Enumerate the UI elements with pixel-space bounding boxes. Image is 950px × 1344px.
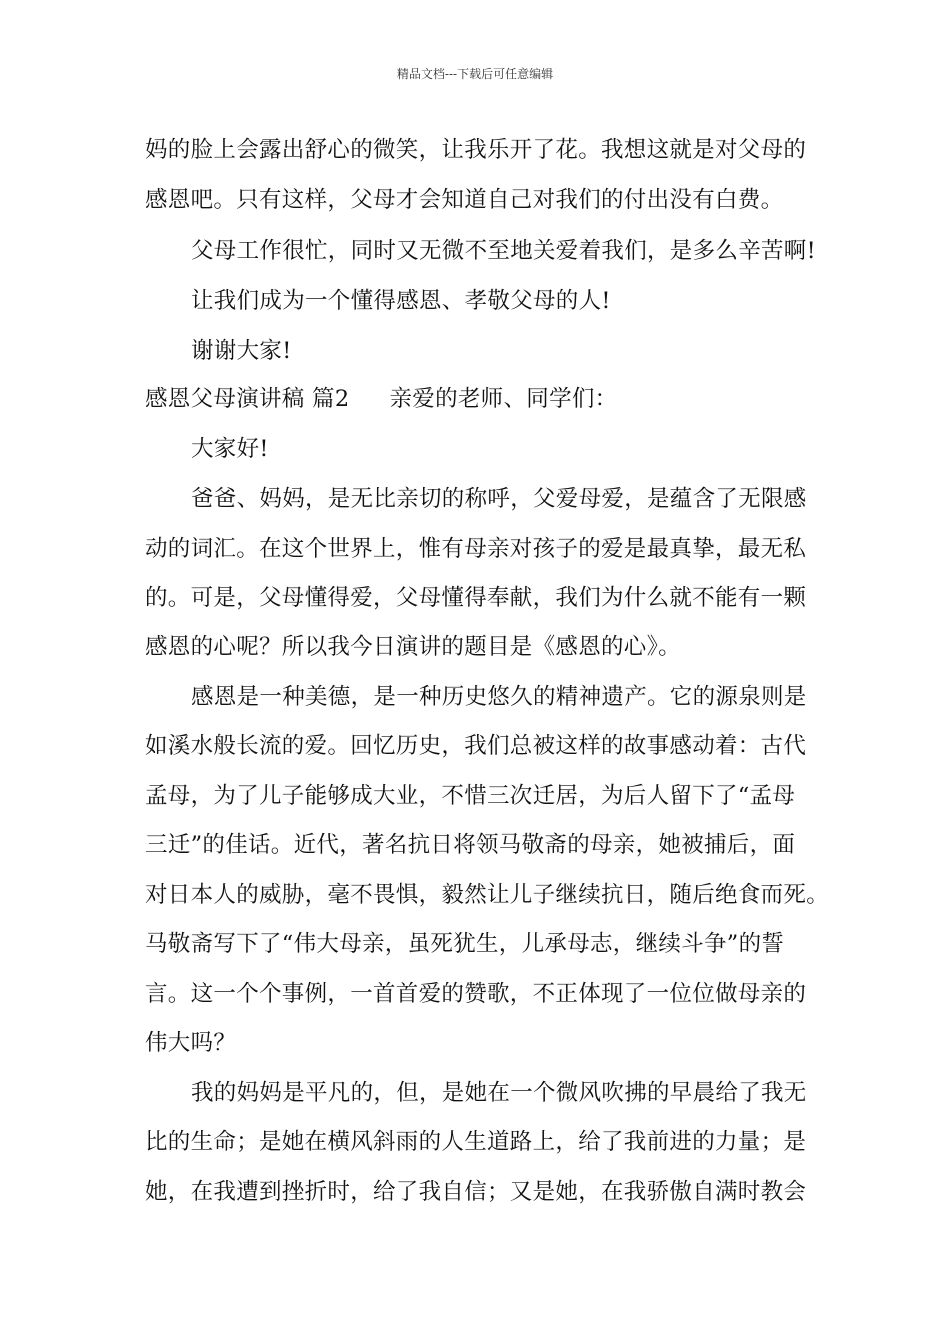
text-line: 的。可是，父母懂得爱，父母懂得奉献，我们为什么就不能有一颗 <box>145 585 807 611</box>
text-line: 谢谢大家! <box>191 338 292 364</box>
text-line: 爸爸、妈妈，是无比亲切的称呼，父爱母爱，是蕴含了无限感 <box>191 486 807 512</box>
text-line: 感恩吧。只有这样，父母才会知道自己对我们的付出没有白费。 <box>145 187 784 213</box>
text-line: 比的生命；是她在横风斜雨的人生道路上，给了我前进的力量；是 <box>145 1129 807 1155</box>
salutation: 亲爱的老师、同学们： <box>389 386 618 412</box>
text-line: 孟母，为了儿子能够成大业，不惜三次迁居，为后人留下了“孟母 <box>145 783 796 809</box>
text-line: 马敬斋写下了“伟大母亲，虽死犹生，儿承母志，继续斗争”的誓 <box>145 931 785 957</box>
text-line: 大家好! <box>191 436 269 462</box>
text-line: 父母工作很忙，同时又无微不至地关爱着我们，是多么辛苦啊! <box>191 238 816 264</box>
text-line: 感恩的心呢？所以我今日演讲的题目是《感恩的心》。 <box>145 634 681 660</box>
text-line: 我的妈妈是平凡的，但，是她在一个微风吹拂的早晨给了我无 <box>191 1080 807 1106</box>
text-line: 对日本人的威胁，毫不畏惧，毅然让儿子继续抗日，随后绝食而死。 <box>145 882 830 908</box>
text-line: 言。这一个个事例，一首首爱的赞歌，不正体现了一位位做母亲的 <box>145 981 807 1007</box>
text-line: 她，在我遭到挫折时，给了我自信；又是她，在我骄傲自满时教会 <box>145 1179 807 1205</box>
text-line: 让我们成为一个懂得感恩、孝敬父母的人! <box>191 288 611 314</box>
section-title: 感恩父母演讲稿 篇2 <box>145 386 350 412</box>
text-line: 妈的脸上会露出舒心的微笑，让我乐开了花。我想这就是对父母的 <box>145 137 807 163</box>
page-header: 精品文档---下载后可任意编辑 <box>396 67 554 81</box>
text-line: 伟大吗？ <box>145 1030 237 1056</box>
text-line: 如溪水般长流的爱。回忆历史，我们总被这样的故事感动着：古代 <box>145 733 807 759</box>
section-title-line <box>145 384 617 414</box>
text-line: 三迁”的佳话。近代，著名抗日将领马敬斋的母亲，她被捕后，面 <box>145 832 796 858</box>
text-line: 动的词汇。在这个世界上，惟有母亲对孩子的爱是最真挚，最无私 <box>145 536 807 562</box>
text-line: 感恩是一种美德，是一种历史悠久的精神遗产。它的源泉则是 <box>191 684 807 710</box>
